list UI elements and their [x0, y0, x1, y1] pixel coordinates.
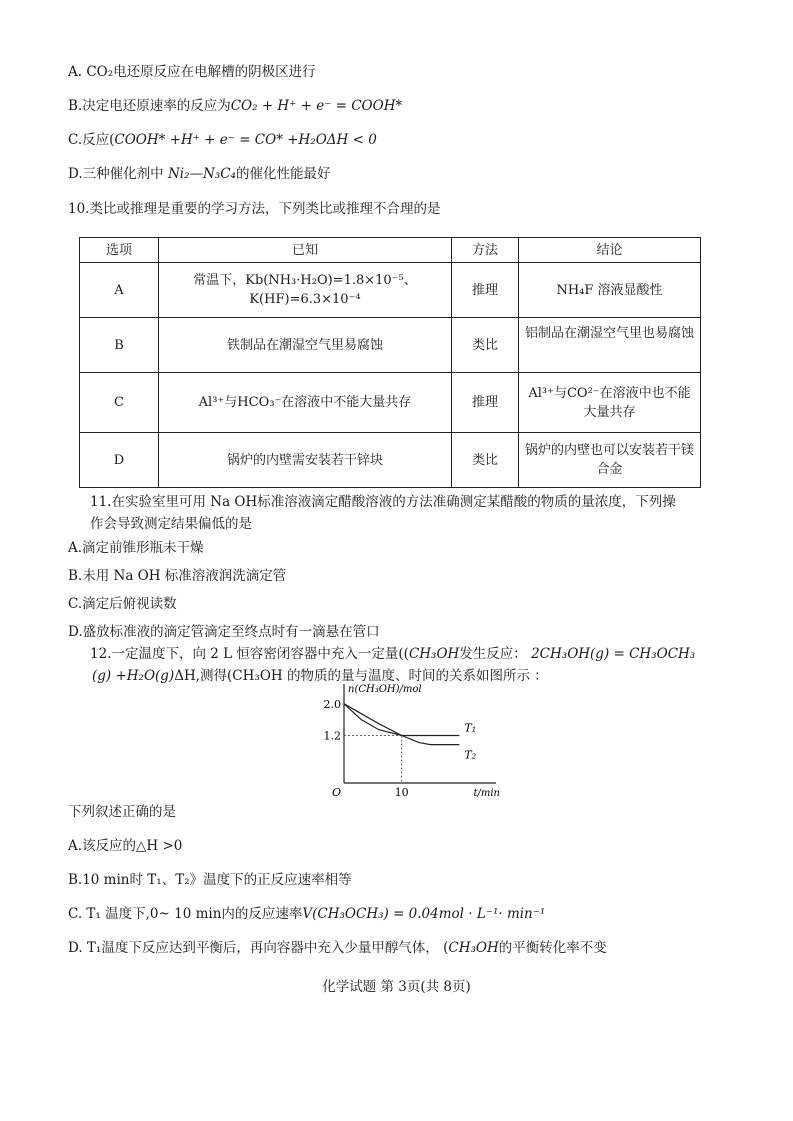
q10-cell-conclusion: 铝制品在潮湿空气里也易腐蚀: [519, 318, 701, 373]
x-tick-label: 10: [394, 786, 409, 799]
q10-cell-method: 推理: [452, 373, 519, 433]
q10-header-known: 已知: [159, 238, 452, 263]
q10-cell-option: A: [80, 263, 159, 318]
q10-header-conclusion: 结论: [519, 238, 701, 263]
q9-option-d-formula: Ni₂—N₃C₄: [167, 166, 236, 182]
q11-option-c: C.滴定后俯视读数: [68, 596, 177, 612]
y-axis-label: n(CH₃OH)/mol: [348, 684, 422, 695]
q10-cell-known: Al³⁺与HCO₃⁻在溶液中不能大量共存: [159, 373, 452, 433]
q12-stem-line1-a: 12.一定温度下，向 2 L 恒容密闭容器中充入一定量((: [90, 646, 409, 662]
q12-option-d-suffix: 的平衡转化率不变: [498, 940, 607, 956]
q10-cell-method: 推理: [452, 263, 519, 318]
q10-cell-conclusion: 锅炉的内壁也可以安装若干镁合金: [519, 433, 701, 488]
q10-cell-option: D: [80, 433, 159, 488]
page-footer: 化学试题 第 3页(共 8页): [322, 979, 471, 995]
q11-stem-line1: 11.在实验室里可用 Na OH标准溶液滴定醋酸溶液的方法准确测定某醋酸的物质的量浓度，下列操: [90, 494, 676, 510]
y-tick-label: 1.2: [323, 729, 341, 743]
q10-table: [79, 237, 701, 488]
q9-option-d-prefix: D.三种催化剂中: [68, 166, 164, 182]
q12-option-c: [68, 902, 545, 922]
q9-option-d-suffix: 的催化性能最好: [235, 166, 331, 182]
q9-option-a: A. CO₂电还原反应在电解槽的阴极区进行: [68, 64, 316, 80]
table-row: [80, 318, 701, 373]
q12-stem-line1: [90, 642, 695, 662]
q12-stem-line2: [92, 664, 548, 684]
q11-option-d: D.盛放标准液的滴定管滴定至终点时有一滴悬在管口: [68, 624, 380, 640]
q9-option-b-formula: CO₂ + H⁺ + e⁻ = COOH*: [230, 98, 403, 114]
origin-label: O: [332, 786, 342, 799]
graph-series: [344, 704, 459, 745]
x-axis-label: t/min: [473, 788, 500, 799]
q10-cell-conclusion: Al³⁺与CO²⁻在溶液中也不能大量共存: [519, 373, 701, 433]
q9-option-c-formula: COOH* +H⁺ + e⁻ = CO* +H₂OΔH < 0: [114, 132, 377, 148]
q10-stem: 10.类比或推理是重要的学习方法，下列类比或推理不合理的是: [68, 201, 441, 217]
q10-cell-known: 常温下，Kb(NH₃·H₂O)=1.8×10⁻⁵、 K(HF)=6.3×10⁻⁴: [159, 263, 452, 318]
series-line-1: [344, 704, 459, 736]
q12-after-graph: 下列叙述正确的是: [68, 804, 176, 820]
q9-option-d: [68, 162, 330, 182]
q12-option-d-prefix: D. T₁温度下反应达到平衡后，再向容器中充入少量甲醇气体， (: [68, 940, 449, 956]
q12-option-c-formula: V(CH₃OCH₃) = 0.04mol · L⁻¹· min⁻¹: [302, 906, 546, 922]
q12-graph: [320, 682, 500, 800]
q12-option-d: [68, 936, 607, 956]
q12-stem-line1-d: 2CH₃OH(g) = CH₃OCH₃: [531, 646, 696, 662]
q10-cell-option: B: [80, 318, 159, 373]
q9-option-c-prefix: C.反应(: [68, 132, 115, 148]
q12-stem-line2-a: (g) +H₂O(g): [92, 668, 175, 684]
q12-stem-line2-b: ΔH,测得(CH₃OH 的物质的量与温度、时间的关系如图所示 ：: [174, 668, 548, 684]
table-row: [80, 263, 701, 318]
q11-option-a: A.滴定前锥形瓶未干燥: [68, 540, 204, 556]
series-line-2: [344, 704, 459, 745]
table-row: [80, 433, 701, 488]
q9-option-b-prefix: B.决定电还原速率的反应为: [68, 98, 231, 114]
q10-cell-known: 锅炉的内壁需安装若干锌块: [159, 433, 452, 488]
q10-cell-method: 类比: [452, 433, 519, 488]
q9-option-c: [68, 128, 377, 148]
q12-option-a: A.该反应的△H >0: [68, 838, 183, 854]
q12-option-d-formula: CH₃OH: [448, 940, 499, 956]
q12-stem-line1-b: CH₃OH: [408, 646, 460, 662]
q11-option-b: B.未用 Na OH 标准溶液润洗滴定管: [68, 568, 287, 584]
q10-header-method: 方法: [452, 238, 519, 263]
q10-cell-option: C: [80, 373, 159, 433]
y-tick-label: 2.0: [323, 697, 341, 711]
graph-labels: [324, 684, 501, 799]
table-row: [80, 373, 701, 433]
q10-cell-conclusion: NH₄F 溶液显酸性: [519, 263, 701, 318]
q12-option-b: B.10 min时 T₁、T₂》温度下的正反应速率相等: [68, 872, 352, 888]
q10-header-row: [80, 238, 701, 263]
q11-stem-line2: 作会导致测定结果偏低的是: [90, 516, 252, 532]
series-label: T₂: [464, 748, 477, 762]
q12-option-c-prefix: C. T₁ 温度下,0~ 10 min内的反应速率: [68, 906, 303, 922]
q10-header-option: 选项: [80, 238, 159, 263]
q9-option-b: [68, 94, 402, 114]
q10-cell-known: 铁制品在潮湿空气里易腐蚀: [159, 318, 452, 373]
series-label: T₁: [464, 721, 477, 735]
q10-cell-method: 类比: [452, 318, 519, 373]
q12-stem-line1-c: 发生反应：: [459, 646, 527, 662]
